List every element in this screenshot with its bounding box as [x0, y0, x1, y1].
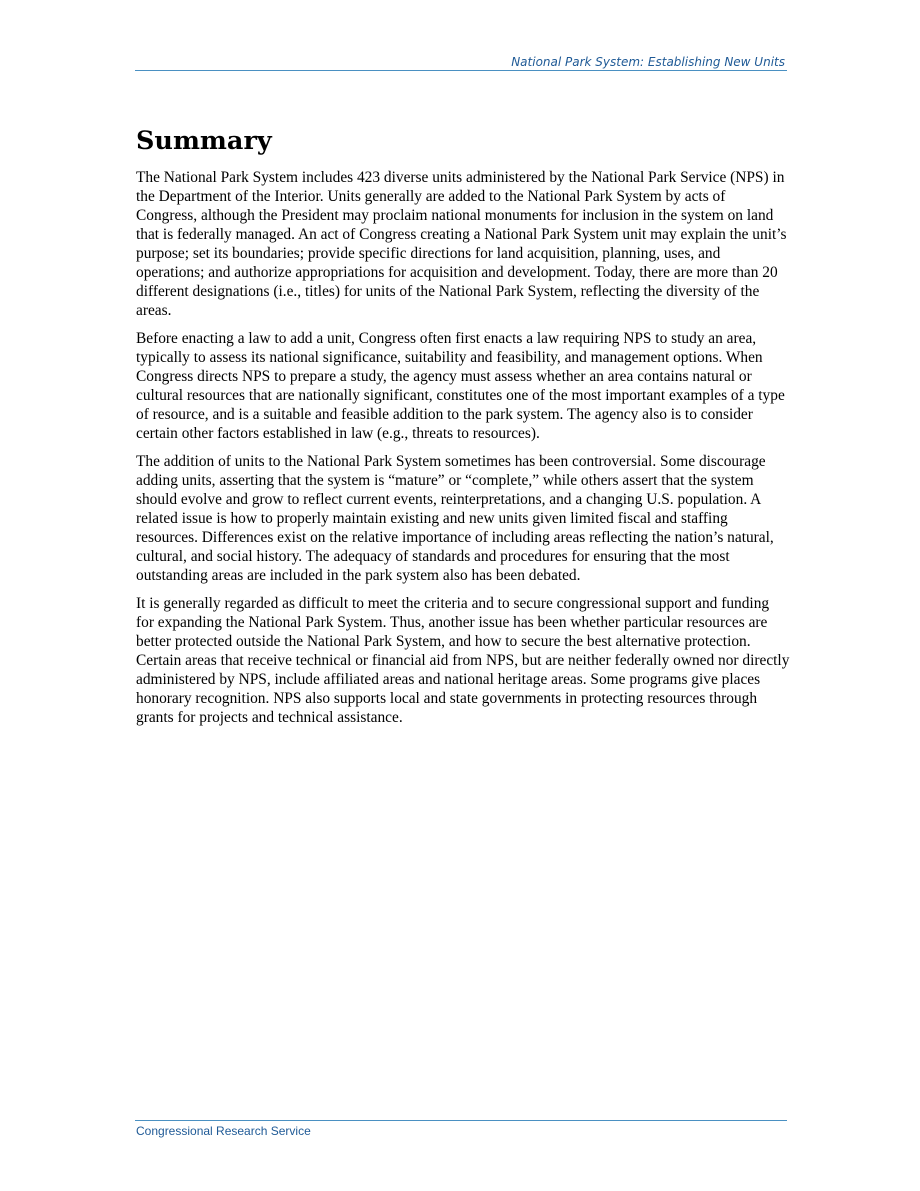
summary-paragraph-1: The National Park System includes 423 diverse units administered by the National Park Service (NPS) in the Department of the Interior. Units generally are added to the National Park System by acts of Congress, although the President may proclaim national monuments for inclusion in the system on land that is federally managed. An act of Congress creating a National Park System unit may explain the unit’s purpose; set its boundaries; provide specific directions for land acquisition, planning, uses, and operations; and authorize appropriations for acquisition and development. Today, there are more than 20 different designations (i.e., titles) for units of the National Park System, reflecting the diversity of the areas.	[136, 169, 787, 319]
summary-paragraph-2: Before enacting a law to add a unit, Congress often first enacts a law requiring NPS to study an area, typically to assess its national significance, suitability and feasibility, and management options. When Congress directs NPS to prepare a study, the agency must assess whether an area contains natural or cultural resources that are nationally significant, constitutes one of the most important examples of a type of resource, and is a suitable and feasible addition to the park system. The agency also is to consider certain other factors established in law (e.g., threats to resources).	[136, 330, 785, 442]
page-footer	[135, 1120, 787, 1138]
page-header	[135, 54, 787, 71]
summary-paragraph-4: It is generally regarded as difficult to meet the criteria and to secure congressional support and funding for expanding the National Park System. Thus, another issue has been whether particular resources are better protected outside the National Park System, and how to secure the best alternative protection. Certain areas that receive technical or financial aid from NPS, but are neither federally owned nor directly administered by NPS, include affiliated areas and national heritage areas. Some programs give places honorary recognition. NPS also supports local and state governments in protecting resources through grants for projects and technical assistance.	[136, 595, 790, 726]
footer-organization: Congressional Research Service	[136, 1124, 311, 1138]
running-header-title: National Park System: Establishing New Units	[511, 55, 785, 69]
section-heading: Summary	[136, 126, 272, 156]
summary-paragraph-3: The addition of units to the National Park System sometimes has been controversial. Some discourage adding units, asserting that the system is “mature” or “complete,” while others assert that the system should evolve and grow to reflect current events, reinterpretations, and a changing U.S. population. A related issue is how to properly maintain existing and new units given limited fiscal and staffing resources. Differences exist on the relative importance of including areas reflecting the nation’s natural, cultural, and social history. The adequacy of standards and procedures for ensuring that the most outstanding areas are included in the park system also has been debated.	[136, 453, 774, 584]
summary-section	[136, 123, 790, 736]
